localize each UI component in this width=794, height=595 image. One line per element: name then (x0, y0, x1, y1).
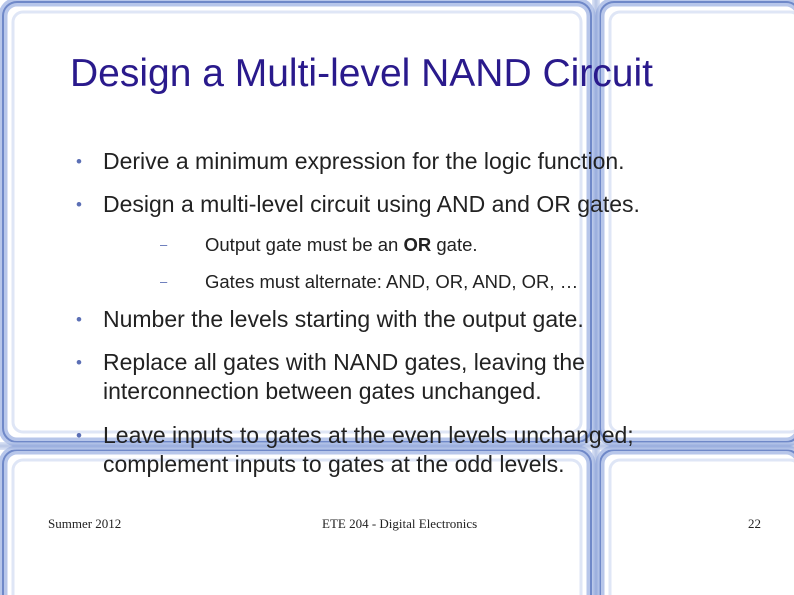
bullet-marker: • (76, 426, 82, 445)
slide-title: Design a Multi-level NAND Circuit (70, 52, 653, 95)
bullet-text: Number the levels starting with the output gate. (103, 306, 584, 332)
bullet-text: Design a multi-level circuit using AND and OR gates. (103, 191, 640, 217)
footer-page-number: 22 (748, 516, 761, 531)
bullet-text-line1: Replace all gates with NAND gates, leaving the (103, 349, 585, 375)
sub-bullet-text: Gates must alternate: AND, OR, AND, OR, … (205, 271, 579, 292)
footer-course: ETE 204 - Digital Electronics (322, 516, 478, 531)
footer-date: Summer 2012 (48, 516, 122, 531)
sub-bullet-bold-or: OR (403, 234, 432, 255)
bullet-text-line2: complement inputs to gates at the odd levels. (103, 451, 565, 477)
sub-bullet-text-suffix: gate. (431, 234, 478, 255)
sub-bullet-text-prefix: Output gate must be an (205, 234, 404, 255)
bullet-marker: • (76, 310, 82, 329)
bullet-text-line1: Leave inputs to gates at the even levels unchanged; (103, 422, 634, 448)
sub-bullet-marker: – (160, 274, 168, 289)
sub-bullet-text (205, 233, 478, 257)
sub-bullet-marker: – (160, 237, 168, 252)
bullet-marker: • (76, 353, 82, 372)
bullet-marker: • (76, 195, 82, 214)
bullet-marker: • (76, 152, 82, 171)
bullet-text-line2: interconnection between gates unchanged. (103, 378, 542, 404)
bullet-text: Derive a minimum expression for the logic function. (103, 148, 625, 174)
